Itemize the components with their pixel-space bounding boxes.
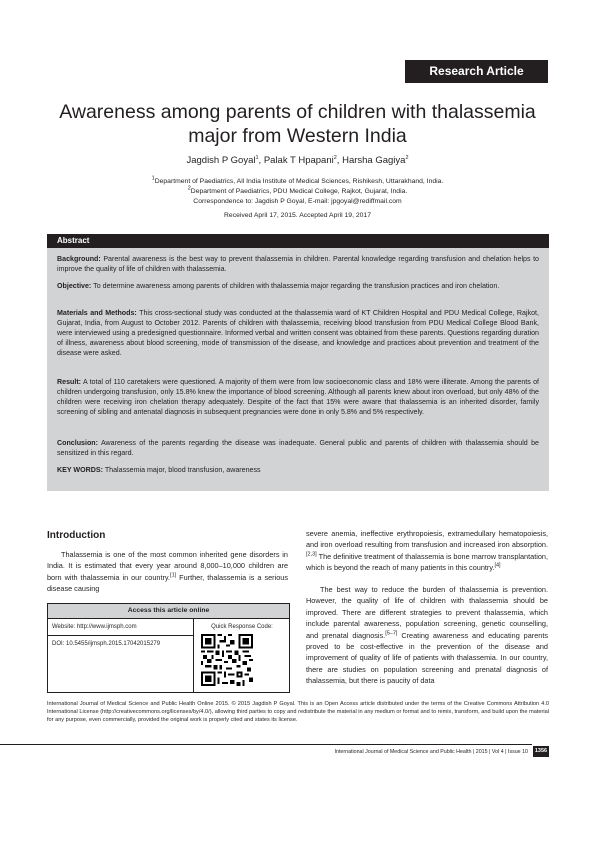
intro-text: Further, thalassemia is a serious disease causing <box>47 572 288 594</box>
affiliation-1: Department of Paediatrics, All India Institute of Medical Sciences, Rishikesh, Uttarakhand, India. <box>154 178 444 185</box>
intro-text: The best way to reduce the burden of thalassemia is prevention. However, the quality of life of children with thalassemia should be improved. There are different strategies to prevent thalassemia, which include parental awareness, population screening, genetic counselling, and prenatal diagnosis. <box>306 585 548 640</box>
affiliation-mark: 1 <box>151 175 155 182</box>
citation-ref: [2,3] <box>306 551 317 558</box>
intro-text: The definitive treatment of thalassemia is bone marrow transplantation, which is beyond the reach of many patients in this country. <box>306 551 548 573</box>
introduction-paragraph-2 <box>306 528 548 574</box>
keywords-label: KEY WORDS: <box>57 466 103 474</box>
article-title: Awareness among parents of children with thalassemia major from Western India <box>59 101 536 147</box>
citation-ref: [1] <box>170 572 177 579</box>
divider <box>193 619 194 692</box>
abstract-methods-text: This cross-sectional study was conducted at the thalassemia ward of KT Children Hospital and PDU Medical College, Rajkot, Gujarat, India, from August to October 2012. Parents of children with thalassemia, receiving blood transfusion from PDU Medical College Blood Bank, were interviewed using a predesigned questionnaire. Informed verbal and written consent was obtained from these parents. Questions regarding duration of illness, awareness about blood screening, mode of transmission of the disease, and knowledge and practices about prevention and treatment of the disease were asked. <box>57 309 539 357</box>
introduction-paragraph-1 <box>47 549 288 595</box>
author-affiliation-mark: 1 <box>255 154 259 161</box>
website-link[interactable]: Website: http://www.ijmsph.com <box>52 624 137 630</box>
author-name: Harsha Gagiya <box>342 155 406 166</box>
abstract-conclusion-text: Awareness of the parents regarding the disease was inadequate. General public and parents of children with thalassemia should be sensitized in this regard. <box>57 439 539 457</box>
author-affiliation-mark: 2 <box>405 154 409 161</box>
abstract-result-label: Result: <box>57 378 82 386</box>
author-name: Jagdish P Goyal <box>186 155 256 166</box>
intro-text: Creating awareness and educating parents proved to be cost-effective in the prevention of the disease and improvement of quality of life of patients with thalassemia. In our country, there are studies on population screening and prenatal diagnosis of thalassemia, but there is paucity of data <box>306 630 548 686</box>
footer-journal-line: International Journal of Medical Science and Public Health | 2015 | Vol 4 | Issue 10 <box>334 749 528 755</box>
introduction-heading: Introduction <box>47 530 106 541</box>
affiliation-2: Department of Paediatrics, PDU Medical College, Rajkot, Gujarat, India. <box>190 188 408 195</box>
introduction-paragraph-3 <box>306 584 548 687</box>
abstract-heading: Abstract <box>57 236 90 245</box>
intro-text: severe anemia, ineffective erythropoiesis, extramedullary hematopoiesis, and iron overload resulting from transfusion and increased iron absorption. <box>306 529 548 550</box>
author-name: Palak T Hpapani <box>263 155 334 166</box>
access-article-box <box>47 603 290 693</box>
qr-code-image[interactable] <box>201 634 253 686</box>
citation-ref: [4] <box>494 562 501 569</box>
keywords-text: Thalassemia major, blood transfusion, awareness <box>104 466 261 474</box>
license-footnote: International Journal of Medical Science and Public Health Online 2015. © 2015 Jagdish P Goyal. This is an Open Access article distributed under the terms of the Creative Commons Attribution 4.0 International License (http://creativecommons.org/licenses/by/4.0/), allowing third parties to copy and redistribute the material in any medium or format and to remix, transform, and build upon the material for any purpose, even commercially, provided the original work is properly cited and states its license. <box>47 701 549 723</box>
correspondence: Correspondence to: Jagdish P Goyal, E-mail: jpgoyal@rediffmail.com <box>193 198 402 205</box>
article-type-badge: Research Article <box>405 60 548 83</box>
author-list: Jagdish P Goyal$^1$, Palak T Hpapani$^2$, Harsha Gagiya$^2$ <box>186 154 409 166</box>
abstract-background-label: Background: <box>57 255 101 263</box>
abstract-background <box>57 254 539 274</box>
abstract-methods <box>57 308 539 358</box>
abstract-box <box>47 248 549 491</box>
abstract-objective-text: To determine awareness among parents of children with thalassemia major regarding the transfusion practices and iron chelation. <box>93 282 500 290</box>
access-box-title: Access this article online <box>48 604 289 619</box>
divider <box>48 635 193 636</box>
doi-link[interactable]: DOI: 10.5455/ijmsph.2015.17042015279 <box>52 641 161 647</box>
page-number: 1356 <box>533 746 549 757</box>
abstract-conclusion-label: Conclusion: <box>57 439 98 447</box>
qr-label: Quick Response Code: <box>211 624 273 630</box>
abstract-methods-label: Materials and Methods: <box>57 309 137 317</box>
intro-text: Thalassemia is one of the most common inherited gene disorders in India. It is estimated that every year around 8,000–10,000 children are born with thalassemia in our country. <box>47 550 288 582</box>
abstract-conclusion <box>57 438 539 458</box>
abstract-keywords <box>57 465 539 475</box>
abstract-background-text: Parental awareness is the best way to prevent thalassemia in children. Parental knowledge regarding transfusion and chelation helps to improve the quality of life of children with thalassemia. <box>57 255 539 273</box>
abstract-objective-label: Objective: <box>57 282 92 290</box>
received-dates: Received April 17, 2015. Accepted April 19, 2017 <box>224 212 371 219</box>
abstract-result <box>57 377 539 417</box>
citation-ref: [5–7] <box>385 630 398 637</box>
abstract-objective <box>57 281 539 291</box>
footer-rule <box>0 744 532 745</box>
author-affiliation-mark: 2 <box>333 154 337 161</box>
affiliations <box>40 177 555 207</box>
abstract-result-text: A total of 110 caretakers were questioned. A majority of them were from low socioeconomic class and 18% were illiterate. Among the parents of children undergoing transfusion, only 15.8% knew the importance of blood screening. Although all parents knew about iron overload, but only 48% of the children were receiving iron chelation therapy adequately. Despite of the fact that 15% were aware that thalassemia is an inherited disorder, family screening of sibling and antenatal diagnosis in subsequent pregnancies were done in only 5.8% and 5% respectively. <box>57 378 539 416</box>
affiliation-mark: 2 <box>187 185 191 192</box>
abstract-heading-bar <box>47 234 549 248</box>
